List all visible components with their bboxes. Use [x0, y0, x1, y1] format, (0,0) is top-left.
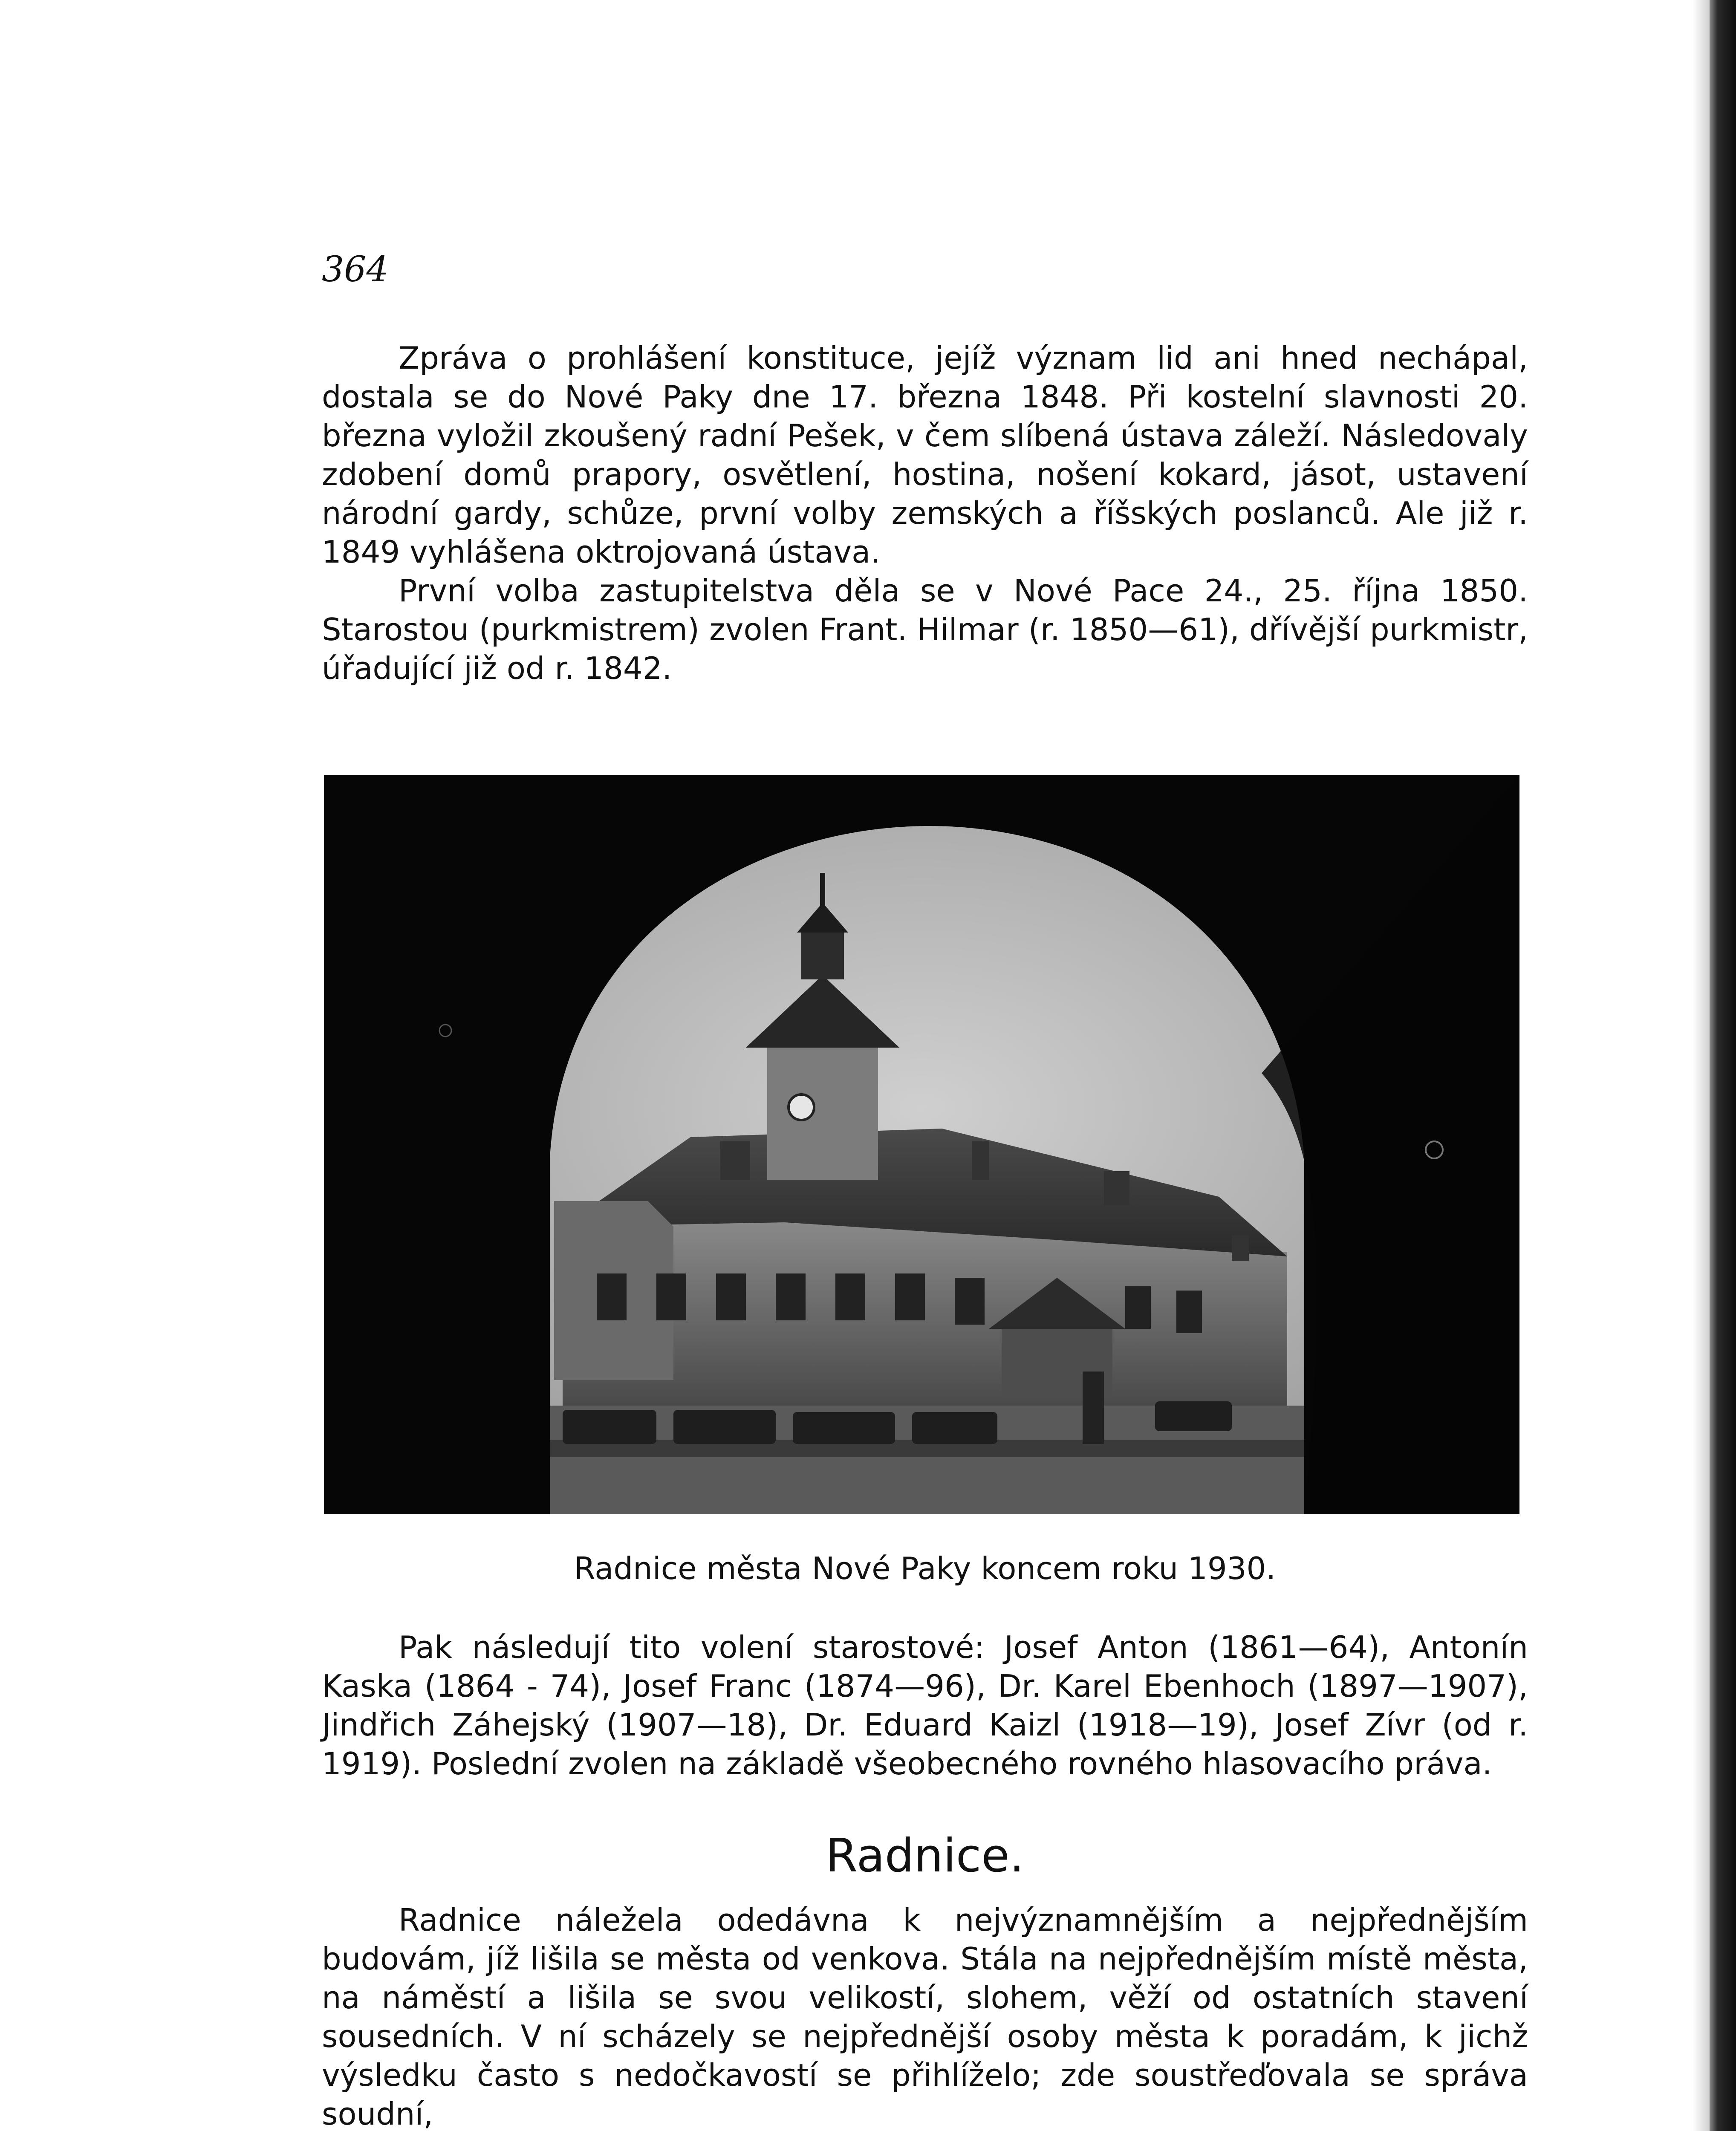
page-number: 364 — [322, 249, 389, 290]
photo-caption: Radnice města Nové Paky koncem roku 1930. — [574, 1551, 1276, 1586]
paragraph: Pak následují tito volení starostové: Josef Anton (1861—64), Antonín Kaska (1864 - 74), Josef Franc (1874—96), Dr. Karel Ebenhoch (1897—1907), Jindřich Záhejský (1907—18), Dr. Eduard Kaizl (1918—19), Josef Zívr (od r. 1919). Poslední zvolen na základě všeobecného rovného hlasovacího práva. — [322, 1629, 1528, 1782]
town-hall-photo-illustration — [324, 775, 1519, 1514]
page-binding-edge — [1710, 0, 1736, 2131]
section-heading: Radnice. — [825, 1829, 1024, 1883]
page-binding-shadow — [1693, 0, 1710, 2131]
town-hall-photo — [324, 775, 1519, 1514]
text-block-intro — [322, 339, 1528, 688]
paragraph: První volba zastupitelstva děla se v Nové Pace 24., 25. října 1850. Starostou (purkmistrem) zvolen Frant. Hilmar (r. 1850—61), dřívější purkmistr, úřadující již od r. 1842. — [322, 573, 1528, 686]
paragraph: Zpráva o prohlášení konstituce, jejíž význam lid ani hned nechápal, dostala se do Nové Paky dne 17. března 1848. Při kostelní slavnosti 20. března vyložil zkoušený radní Pešek, v čem slíbená ústava záleží. Následovaly zdobení domů prapory, osvětlení, hostina, nošení kokard, jásot, ustavení národní gardy, schůze, první volby zemských a říšských poslanců. Ale již r. 1849 vyhlášena oktrojovaná ústava. — [322, 340, 1528, 570]
paragraph: Radnice náležela odedávna k nejvýznamnějším a nejpřednějším budovám, jíž lišila se města od venkova. Stála na nejpřednějším místě města, na náměstí a lišila se svou velikostí, slohem, věží od ostatních stavení sousedních. V ní scházely se nejpřednější osoby města k poradám, k jichž výsledku často s nedočkavostí se přihlíželo; zde soustřeďovala se správa soudní, — [322, 1902, 1528, 2131]
text-block-mayors — [322, 1628, 1528, 1783]
text-block-town-hall — [322, 1901, 1528, 2131]
